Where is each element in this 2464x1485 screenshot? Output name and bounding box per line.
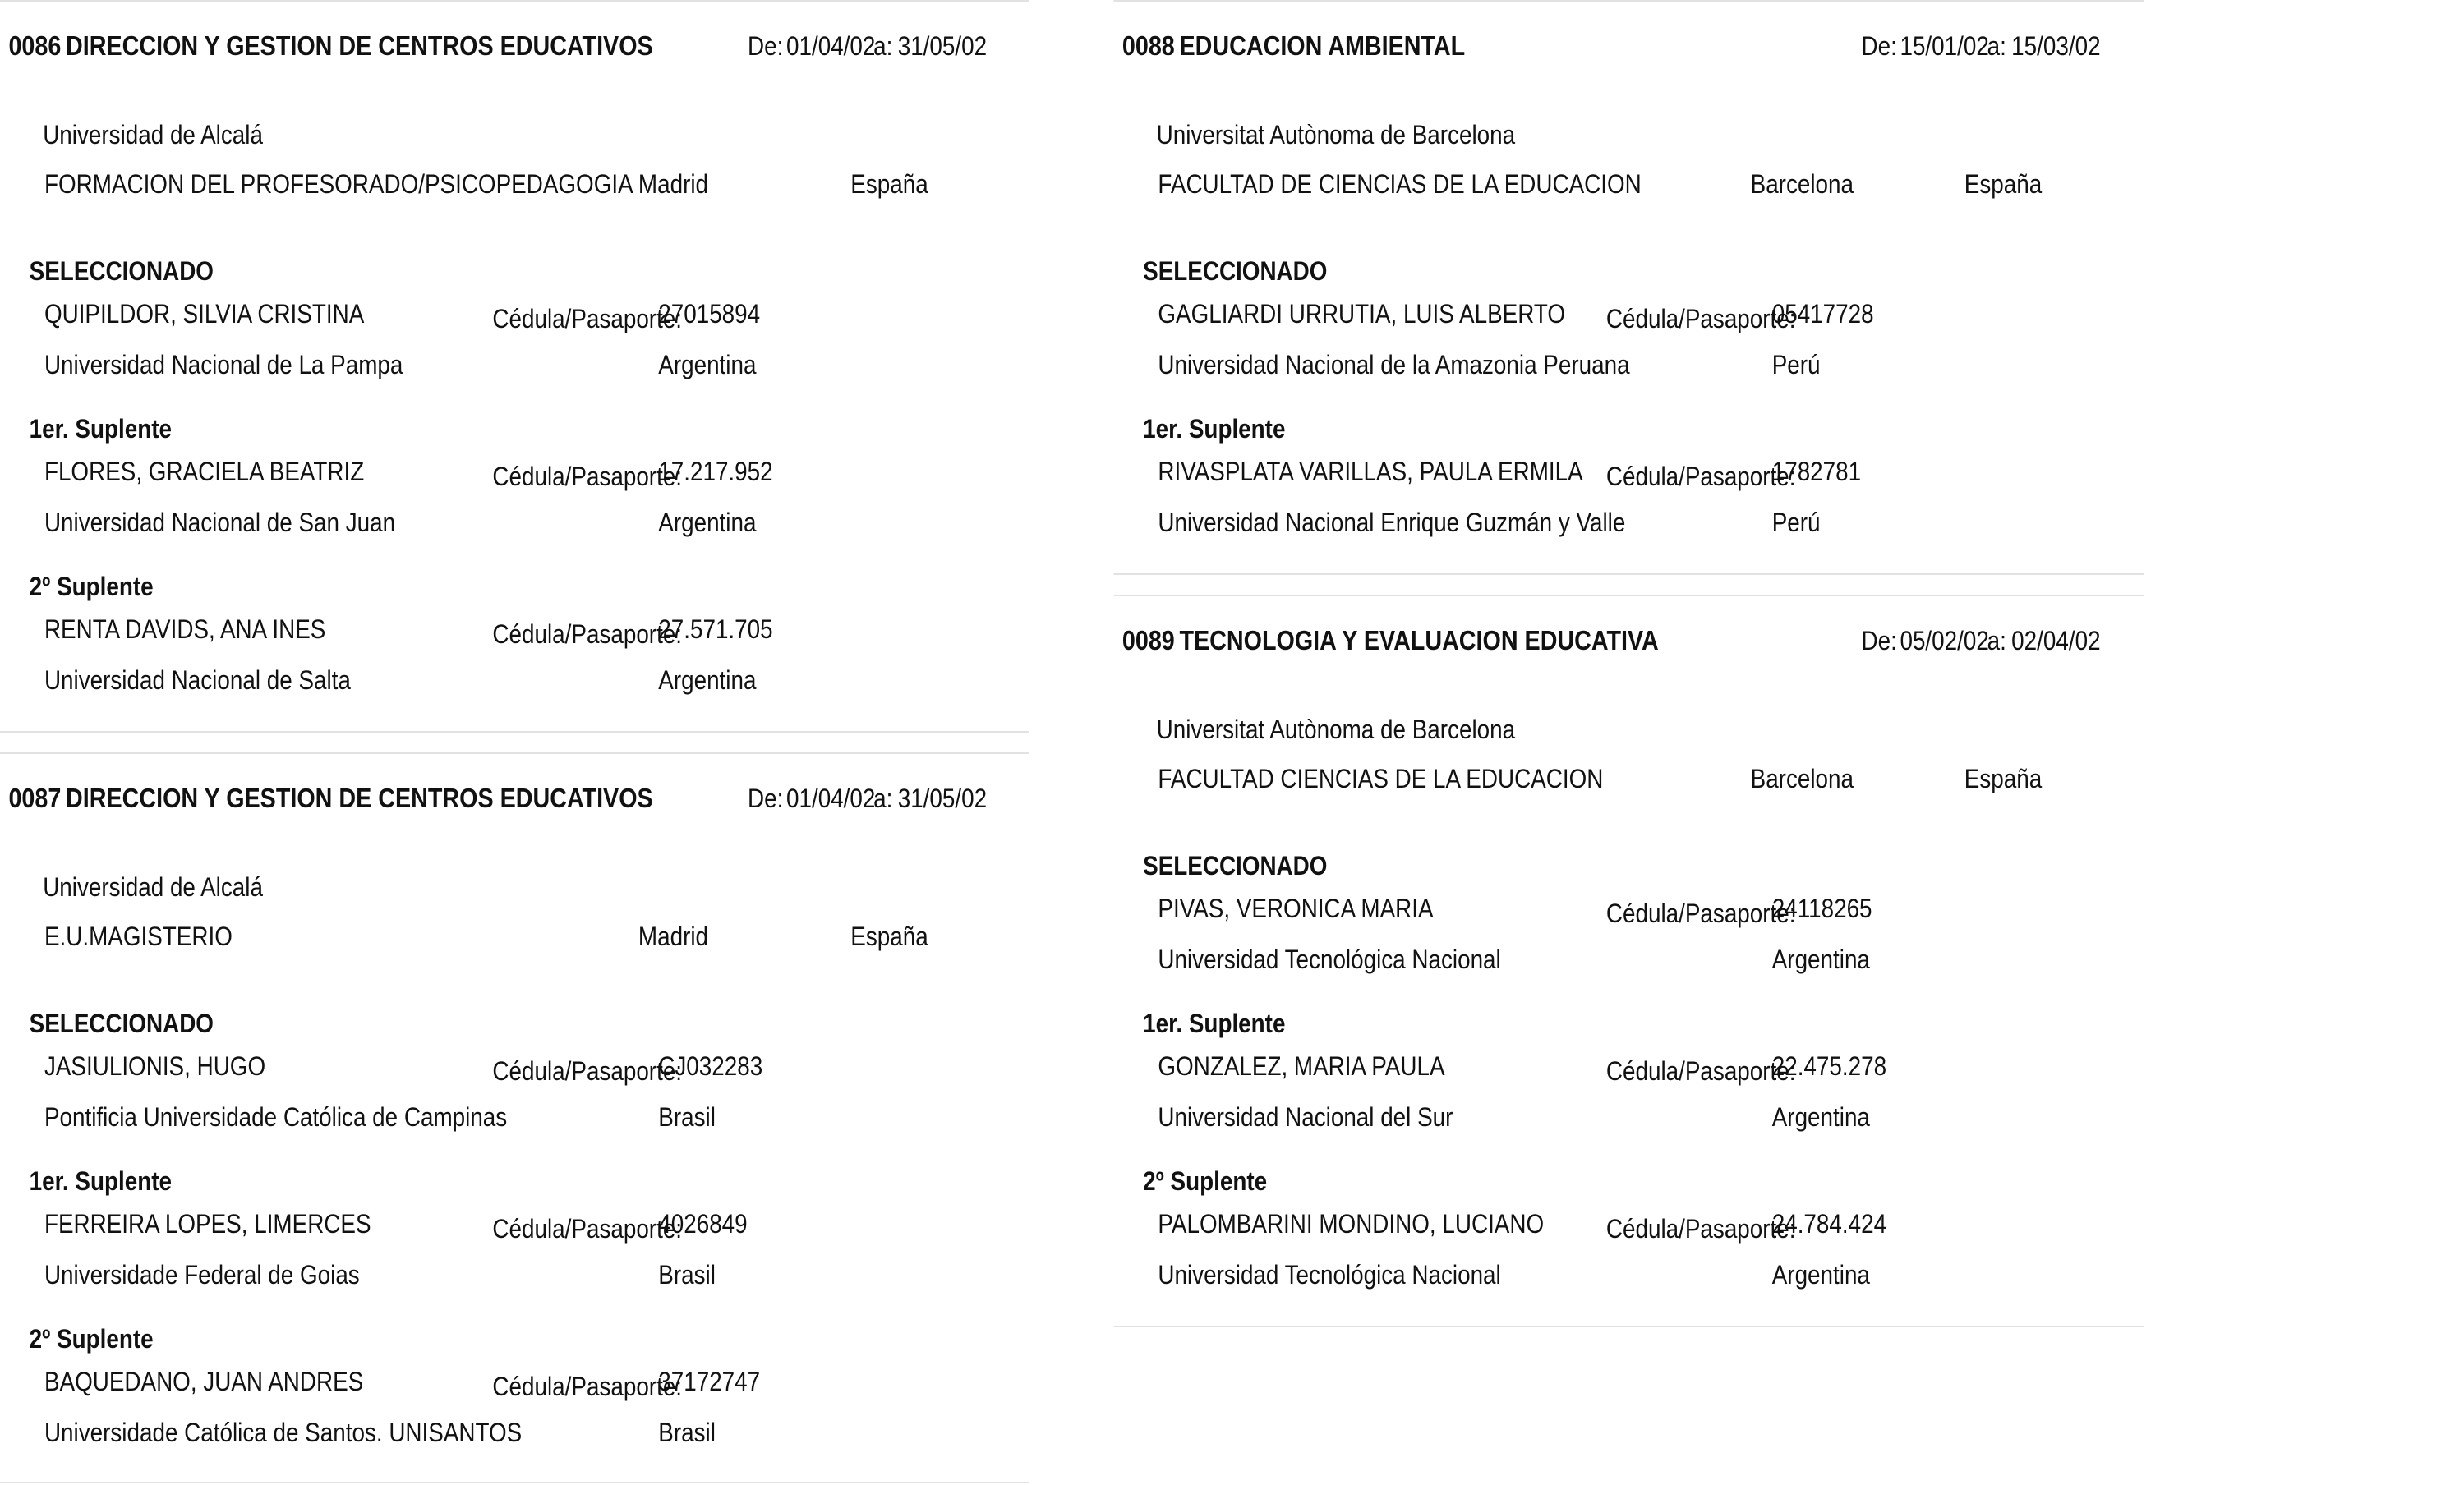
date-to-label: a: [1987,626,2006,655]
id-label: Cédula/Pasaporte: [492,1372,683,1401]
id-label: Cédula/Pasaporte: [492,1056,683,1086]
course-block [0,0,1029,733]
date-from-label: De: [1861,31,1897,61]
date-from: 05/02/02 [1900,626,1989,655]
candidate-name: PIVAS, VERONICA MARIA [1158,894,1434,923]
id-label: Cédula/Pasaporte: [492,462,683,491]
host-country: España [1964,764,2043,793]
divider [0,731,1029,733]
candidate-country: Argentina [658,350,757,379]
candidate-country: Perú [1771,350,1821,379]
host-faculty: E.U.MAGISTERIO [44,922,233,951]
course-code: 0087 [8,783,62,813]
candidate-institution: Pontificia Universidade Católica de Campinas [44,1102,508,1132]
date-from: 01/04/02 [786,784,876,813]
course-title: TECNOLOGIA Y EVALUACION EDUCATIVA [1179,625,1659,655]
candidate-id: CJ032283 [658,1051,763,1081]
course-title: DIRECCION Y GESTION DE CENTROS EDUCATIVOS [66,783,653,813]
id-label: Cédula/Pasaporte: [1605,1056,1796,1086]
id-label: Cédula/Pasaporte: [492,619,683,649]
host-city: Barcelona [1750,764,1854,793]
candidate-country: Argentina [1771,1260,1870,1290]
candidate-name: RENTA DAVIDS, ANA INES [44,614,326,644]
candidate-id: 22.475.278 [1771,1051,1887,1081]
date-from: 01/04/02 [786,31,876,61]
candidate-institution: Universidad Nacional Enrique Guzmán y Valle [1158,508,1626,537]
host-university: Universitat Autònoma de Barcelona [1156,715,1516,744]
host-city: Barcelona [1750,169,1854,199]
candidate-institution: Universidade Federal de Goias [44,1260,360,1290]
candidate-country: Argentina [658,665,757,695]
role-label: SELECCIONADO [1143,851,1328,880]
candidate-country: Argentina [1771,945,1870,974]
date-from-label: De: [748,784,784,813]
host-country: España [1964,169,2043,199]
role-label: 2º Suplente [29,1324,154,1354]
course-title: EDUCACION AMBIENTAL [1179,30,1466,61]
candidate-id: 4026849 [658,1209,748,1239]
date-to-label: a: [873,31,893,61]
course-block [1113,595,2144,1327]
candidate-name: GONZALEZ, MARIA PAULA [1158,1051,1445,1081]
role-label: 1er. Suplente [1143,414,1286,444]
candidate-institution: Universidade Católica de Santos. UNISANTOS [44,1418,523,1447]
candidate-country: Brasil [658,1418,716,1447]
host-faculty: FORMACION DEL PROFESORADO/PSICOPEDAGOGIA [44,169,633,199]
role-label: 1er. Suplente [29,1166,172,1196]
date-to: 15/03/02 [2011,31,2101,61]
candidate-name: JASIULIONIS, HUGO [44,1051,266,1081]
host-university: Universidad de Alcalá [43,120,263,149]
id-label: Cédula/Pasaporte: [1605,462,1796,491]
id-label: Cédula/Pasaporte: [1605,304,1796,333]
candidate-institution: Universidad Nacional de La Pampa [44,350,403,379]
candidate-id: 24.784.424 [1771,1209,1887,1239]
candidate-name: GAGLIARDI URRUTIA, LUIS ALBERTO [1158,299,1565,329]
candidate-id: 1782781 [1771,457,1862,486]
candidate-id: 24118265 [1771,894,1872,923]
host-city: Madrid [638,922,709,951]
role-label: 1er. Suplente [29,414,172,444]
host-country: España [850,922,928,951]
course-title: DIRECCION Y GESTION DE CENTROS EDUCATIVOS [66,30,653,61]
role-label: 1er. Suplente [1143,1009,1286,1038]
candidate-id: 37172747 [658,1367,761,1396]
candidate-id: 05417728 [1771,299,1874,329]
date-from: 15/01/02 [1900,31,1989,61]
id-label: Cédula/Pasaporte: [492,1214,683,1244]
course-code: 0088 [1121,30,1175,61]
date-to: 31/05/02 [897,31,988,61]
id-label: Cédula/Pasaporte: [1605,899,1796,928]
date-to: 02/04/02 [2011,626,2101,655]
candidate-country: Brasil [658,1102,716,1132]
candidate-name: BAQUEDANO, JUAN ANDRES [44,1367,364,1396]
host-faculty: FACULTAD CIENCIAS DE LA EDUCACION [1158,764,1604,793]
host-city: Madrid [638,169,709,199]
candidate-name: RIVASPLATA VARILLAS, PAULA ERMILA [1158,457,1583,486]
id-label: Cédula/Pasaporte: [1605,1214,1796,1244]
candidate-id: 27.571.705 [658,614,773,644]
candidate-country: Argentina [1771,1102,1870,1132]
candidate-institution: Universidad Tecnológica Nacional [1158,1260,1501,1290]
date-to: 31/05/02 [897,784,988,813]
candidate-institution: Universidad Nacional del Sur [1158,1102,1453,1132]
host-university: Universidad de Alcalá [43,872,263,902]
candidate-name: QUIPILDOR, SILVIA CRISTINA [44,299,365,329]
candidate-institution: Universidad Nacional de la Amazonia Peruana [1158,350,1630,379]
divider [1113,573,2144,575]
role-label: 2º Suplente [1143,1166,1268,1196]
date-to-label: a: [873,784,893,813]
candidate-id: 27015894 [658,299,761,329]
host-country: España [850,169,928,199]
date-from-label: De: [748,31,784,61]
date-to-label: a: [1987,31,2006,61]
role-label: SELECCIONADO [29,1009,214,1038]
candidate-name: FERREIRA LOPES, LIMERCES [44,1209,371,1239]
role-label: SELECCIONADO [1143,256,1328,286]
date-from-label: De: [1861,626,1897,655]
host-university: Universitat Autònoma de Barcelona [1156,120,1516,149]
candidate-country: Argentina [658,508,757,537]
candidate-country: Brasil [658,1260,716,1290]
candidate-institution: Universidad Nacional de Salta [44,665,351,695]
host-faculty: FACULTAD DE CIENCIAS DE LA EDUCACION [1158,169,1642,199]
candidate-name: PALOMBARINI MONDINO, LUCIANO [1158,1209,1545,1239]
candidate-institution: Universidad Nacional de San Juan [44,508,396,537]
course-block [0,752,1029,1485]
candidate-name: FLORES, GRACIELA BEATRIZ [44,457,365,486]
course-code: 0086 [8,30,62,61]
course-block [1113,0,2144,577]
candidate-institution: Universidad Tecnológica Nacional [1158,945,1501,974]
divider [1113,1326,2144,1327]
candidate-id: 17.217.952 [658,457,773,486]
id-label: Cédula/Pasaporte: [492,304,683,333]
course-code: 0089 [1121,625,1175,655]
role-label: SELECCIONADO [29,256,214,286]
candidate-country: Perú [1771,508,1821,537]
role-label: 2º Suplente [29,572,154,601]
